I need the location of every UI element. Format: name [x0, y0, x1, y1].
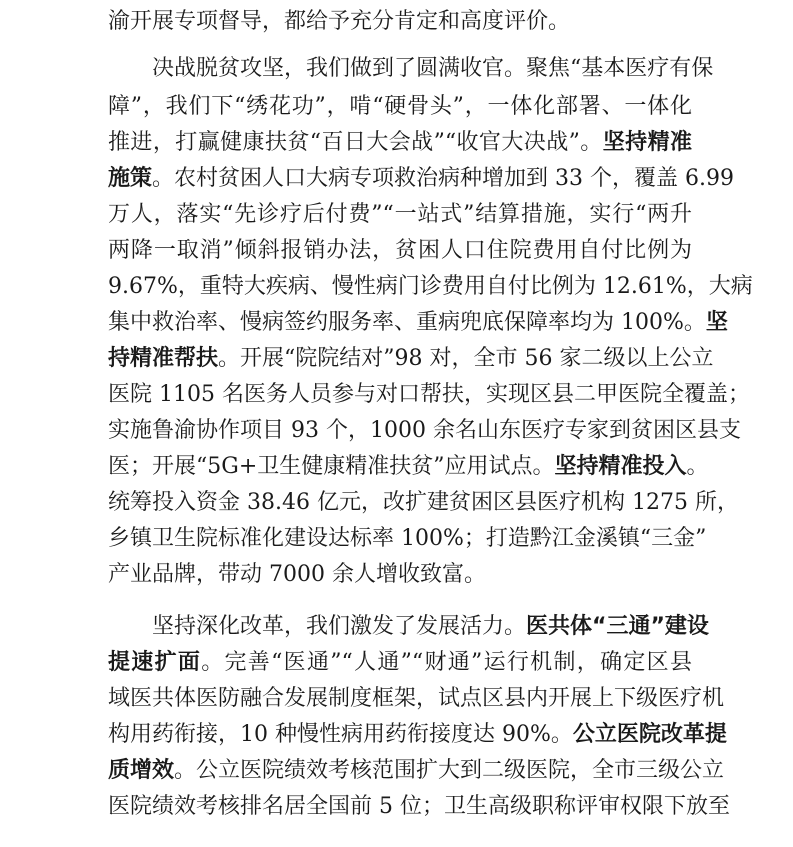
body-text: 统筹投入资金 38.46 亿元，改扩建贫困区县医疗机构 1275 所， — [108, 490, 739, 515]
body-text: 坚持深化改革，我们激发了发展活力。 — [152, 614, 527, 639]
body-text: 。 — [686, 454, 709, 479]
body-text: 医院 1105 名医务人员参与对口帮扶，实现区县二甲医院全覆盖； — [108, 382, 750, 407]
body-text: 。农村贫困人口大病专项救治病种增加到 33 个，覆盖 6.99 — [152, 166, 734, 191]
body-text: 域医共体医防融合发展制度框架，试点区县内开展上下级医疗机 — [108, 686, 725, 711]
text-line — [108, 235, 692, 267]
body-text: 产业品牌，带动 7000 余人增收致富。 — [108, 562, 486, 587]
text-line — [108, 91, 692, 123]
body-text: 万人，落实“先诊疗后付费”“一站式”结算措施，实行“两升 — [108, 202, 692, 227]
body-text: 障”，我们下“绣花功”，啃“硬骨头”，一体化部署、一体化 — [108, 94, 692, 119]
text-line — [108, 611, 709, 643]
body-text: 。完善“医通”“人通”“财通”运行机制，确定区县 — [201, 650, 692, 675]
text-line — [108, 755, 725, 787]
body-text: 医院绩效考核排名居全国前 5 位；卫生高级职称评审权限下放至 — [108, 794, 730, 819]
text-line — [108, 791, 730, 823]
text-line — [108, 379, 750, 411]
body-text: 乡镇卫生院标准化建设达标率 100%；打造黔江金溪镇“三金” — [108, 526, 707, 551]
body-text: 推进，打赢健康扶贫“百日大会战”“收官大决战”。 — [108, 130, 603, 155]
bold-heading-text: 施策 — [108, 166, 153, 191]
body-text: 。公立医院绩效考核范围扩大到二级医院，全市三级公立 — [174, 758, 725, 783]
body-text: 两降一取消”倾斜报销办法，贫困人口住院费用自付比例为 — [108, 238, 692, 263]
text-line — [108, 559, 692, 591]
text-line — [108, 683, 725, 715]
text-line — [108, 199, 692, 231]
text-line — [108, 647, 692, 679]
text-line — [108, 307, 728, 339]
text-line — [108, 271, 753, 303]
document-page — [108, 0, 753, 847]
bold-heading-text: 坚持精准 — [602, 130, 692, 155]
text-line — [108, 487, 739, 519]
body-text: 。开展“院院结对”98 对，全市 56 家二级以上公立 — [218, 346, 714, 371]
bold-heading-text: 坚 — [705, 310, 728, 335]
text-line — [108, 451, 709, 483]
text-line — [108, 6, 692, 38]
body-text: 9.67%，重特大疾病、慢性病门诊费用自付比例为 12.61%，大病 — [108, 274, 753, 299]
body-text: 实施鲁渝协作项目 93 个，1000 余名山东医疗专家到贫困区县支 — [108, 418, 741, 443]
text-line — [108, 719, 727, 751]
text-line — [108, 163, 734, 195]
bold-heading-text: 持精准帮扶 — [108, 346, 219, 371]
body-text: 医；开展“5G+卫生健康精准扶贫”应用试点。 — [108, 454, 555, 479]
text-line — [108, 415, 741, 447]
bold-heading-text: 提速扩面 — [108, 650, 202, 675]
bold-heading-text: 坚持精准投入 — [554, 454, 687, 479]
body-text: 渝开展专项督导，都给予充分肯定和高度评价。 — [108, 9, 571, 34]
text-line — [108, 523, 707, 555]
body-text: 集中救治率、慢病签约服务率、重病兜底保障率均为 100%。 — [108, 310, 706, 335]
text-line — [108, 343, 714, 375]
body-text: 决战脱贫攻坚，我们做到了圆满收官。聚焦“基本医疗有保 — [152, 56, 714, 81]
text-line — [108, 127, 692, 159]
bold-heading-text: 公立医院改革提 — [572, 722, 727, 747]
body-text: 构用药衔接，10 种慢性病用药衔接度达 90%。 — [108, 722, 573, 747]
bold-heading-text: 医共体“三通”建设 — [526, 614, 709, 639]
text-line — [108, 53, 714, 85]
bold-heading-text: 质增效 — [108, 758, 175, 783]
